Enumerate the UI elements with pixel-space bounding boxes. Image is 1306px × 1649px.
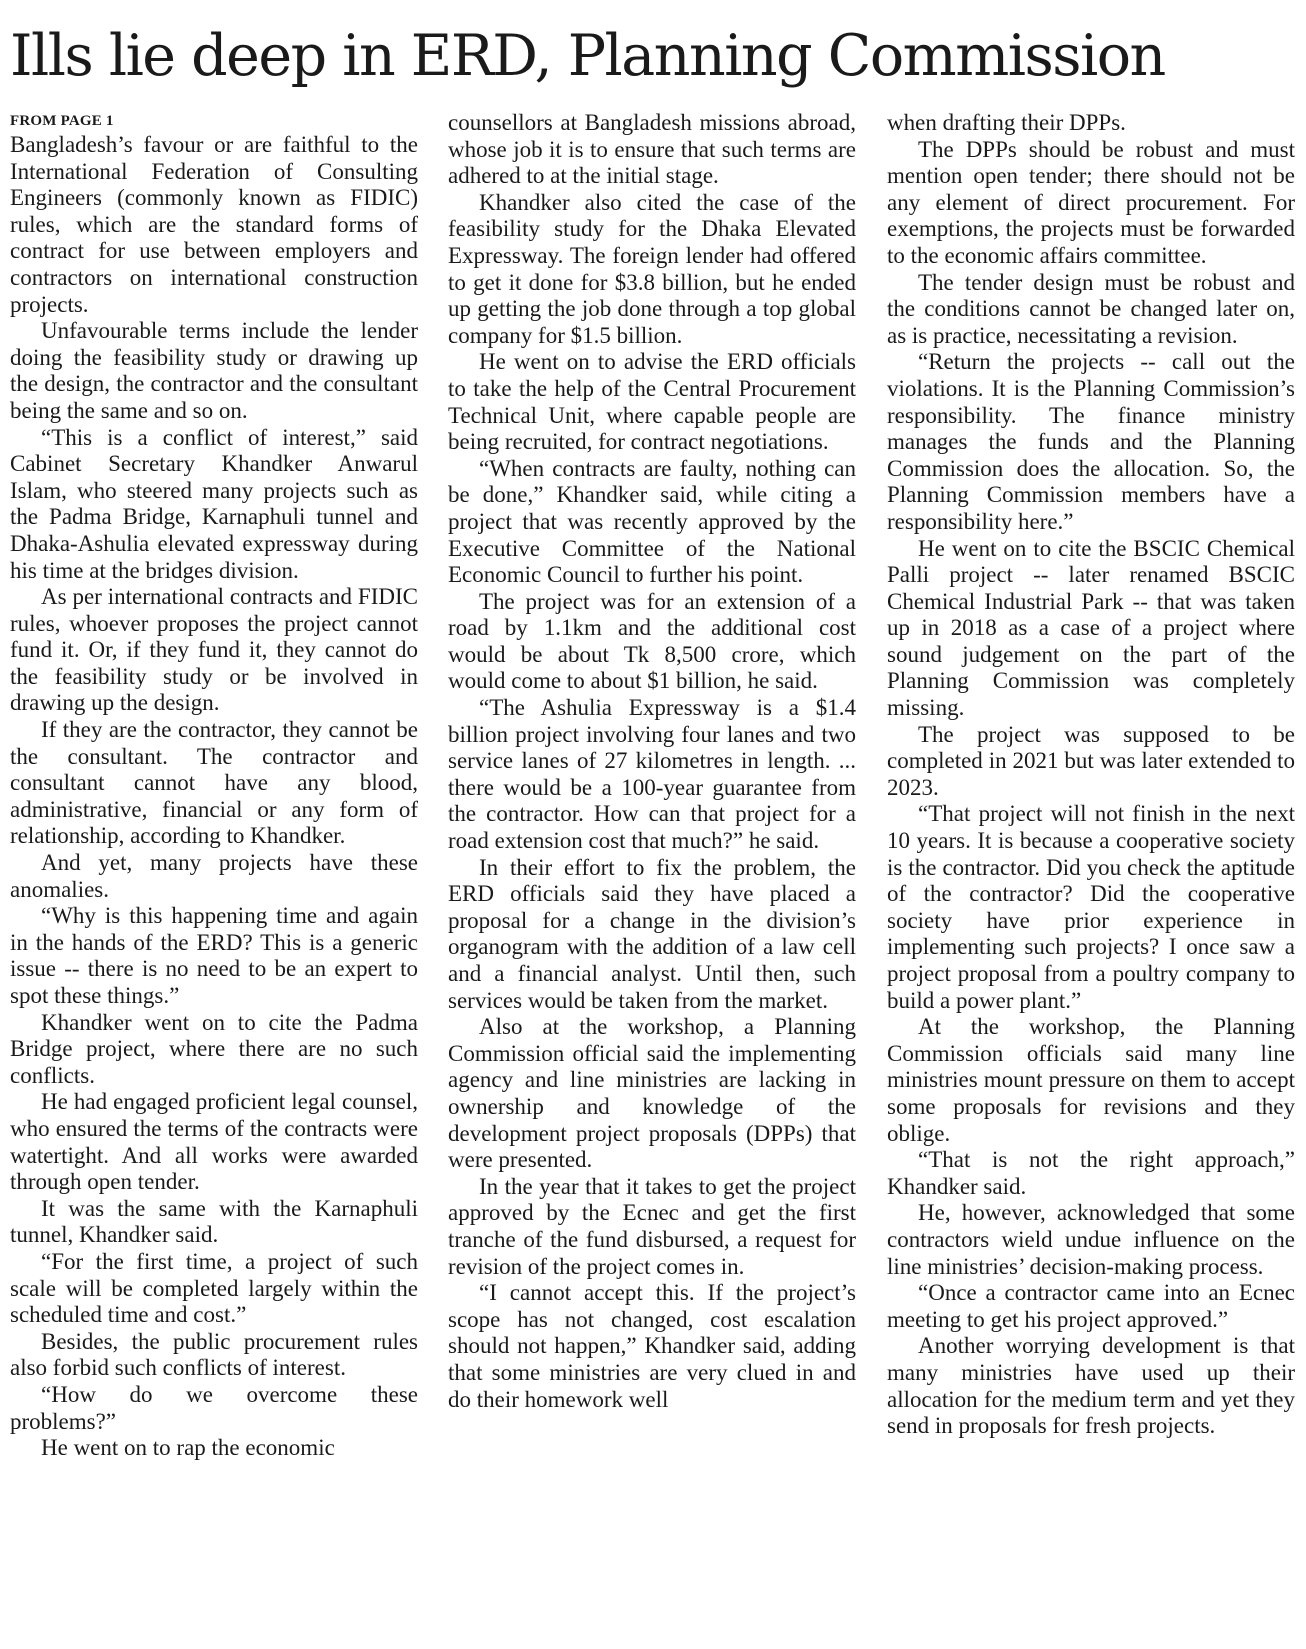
paragraph: “Once a contractor came into an Ecnec meeting to get his project approved.” — [887, 1280, 1295, 1332]
article-column-3 — [887, 110, 1295, 1640]
paragraph: “Why is this happening time and again in the hands of the ERD? This is a generic issue -- there is no need to be an expert to spot these things.” — [10, 903, 418, 1008]
paragraph: “When contracts are faulty, nothing can be done,” Khandker said, while citing a project that was recently approved by the Executive Committee of the National Economic Council to further his point. — [448, 455, 856, 588]
paragraph: The tender design must be robust and the conditions cannot be changed later on, as is practice, necessitating a revision. — [887, 269, 1295, 348]
paragraph: “Return the projects -- call out the violations. It is the Planning Commission’s responsibility. The finance ministry manages the funds and the Planning Commission does the allocation. So, the Planning Commission members have a responsibility here.” — [887, 349, 1295, 534]
paragraph: In their effort to fix the problem, the ERD officials said they have placed a proposal for a change in the division’s organogram with the addition of a law cell and a financial analyst. Until then, such services would be taken from the market. — [448, 854, 856, 1013]
paragraph: “The Ashulia Expressway is a $1.4 billion project involving four lanes and two service lanes of 27 kilometres in length. ... there would be a 100-year guarantee from the contractor. How can that project for a road extension cost that much?” he said. — [448, 695, 856, 854]
paragraph: Bangladesh’s favour or are faithful to the International Federation of Consulting Engineers (commonly known as FIDIC) rules, which are the standard forms of contract for use between employers and contractors on international construction projects. — [10, 132, 418, 317]
article-column-2 — [448, 110, 856, 1640]
paragraph: In the year that it takes to get the project approved by the Ecnec and get the first tranche of the fund disbursed, a request for revision of the project comes in. — [448, 1173, 856, 1279]
paragraph: He went on to rap the economic — [41, 1435, 335, 1461]
paragraph: “That project will not finish in the next 10 years. It is because a cooperative society is the contractor. Did you check the aptitude of the contractor? Did the cooperative society have prior experience in implementing such projects? I once saw a project proposal from a poultry company to build a power plant.” — [887, 801, 1295, 1013]
paragraph: And yet, many projects have these anomalies. — [10, 850, 418, 902]
paragraph: He had engaged proficient legal counsel, who ensured the terms of the contracts were watertight. And all works were awarded through open tender. — [10, 1089, 418, 1195]
paragraph: As per international contracts and FIDIC rules, whoever proposes the project cannot fund it. Or, if they fund it, they cannot do the feasibility study or be involved in drawing up the design. — [10, 584, 418, 716]
paragraph: when drafting their DPPs. — [887, 110, 1126, 135]
paragraph: At the workshop, the Planning Commission officials said many line ministries mount pressure on them to accept some proposals for revisions and they oblige. — [887, 1014, 1295, 1146]
paragraph: It was the same with the Karnaphuli tunnel, Khandker said. — [10, 1195, 418, 1248]
continued-from-label: FROM PAGE 1 — [10, 113, 114, 129]
paragraph: “How do we overcome these problems?” — [10, 1381, 418, 1434]
paragraph: Another worrying development is that many ministries have used up their allocation for the medium term and yet they send in proposals for fresh projects. — [887, 1333, 1295, 1439]
paragraph: “That is not the right approach,” Khandker said. — [887, 1147, 1295, 1199]
paragraph: The project was supposed to be completed in 2021 but was later extended to 2023. — [887, 721, 1295, 800]
paragraph: Khandker also cited the case of the feasibility study for the Dhaka Elevated Expressway. The foreign lender had offered to get it done for $3.8 billion, but he ended up getting the job done through a top global company for $1.5 billion. — [448, 189, 856, 348]
article-column-1 — [10, 110, 418, 1640]
paragraph: Also at the workshop, a Planning Commission official said the implementing agency and line ministries are lacking in ownership and knowledge of the development project proposals (DPPs) that were presented. — [448, 1014, 856, 1173]
paragraph: Unfavourable terms include the lender doing the feasibility study or drawing up the design, the contractor and the consultant being the same and so on. — [10, 318, 418, 423]
paragraph: “I cannot accept this. If the project’s scope has not changed, cost escalation should not happen,” Khandker said, adding that some ministries are very clued in and do their homework well — [448, 1280, 856, 1412]
paragraph: counsellors at Bangladesh missions abroad, whose job it is to ensure that such terms are adhered to at the initial stage. — [448, 110, 856, 189]
headline: Ills lie deep in ERD, Planning Commission — [10, 23, 1165, 89]
paragraph: Besides, the public procurement rules also forbid such conflicts of interest. — [10, 1328, 418, 1381]
paragraph: If they are the contractor, they cannot be the consultant. The contractor and consultant cannot have any blood, administrative, financial or any form of relationship, according to Khandker. — [10, 717, 418, 849]
paragraph: “For the first time, a project of such scale will be completed largely within the scheduled time and cost.” — [10, 1248, 418, 1328]
paragraph: The DPPs should be robust and must mention open tender; there should not be any element of direct procurement. For exemptions, the projects must be forwarded to the economic affairs committee. — [887, 136, 1295, 268]
paragraph: Khandker went on to cite the Padma Bridge project, where there are no such conflicts. — [10, 1009, 418, 1088]
paragraph: He, however, acknowledged that some contractors wield undue influence on the line ministries’ decision-making process. — [887, 1200, 1295, 1279]
paragraph: He went on to advise the ERD officials to take the help of the Central Procurement Technical Unit, where capable people are being recruited, for contract negotiations. — [448, 349, 856, 455]
paragraph: He went on to cite the BSCIC Chemical Palli project -- later renamed BSCIC Chemical Industrial Park -- that was taken up in 2018 as a case of a project where sound judgement on the part of the Planning Commission was completely missing. — [887, 535, 1295, 721]
paragraph: “This is a conflict of interest,” said Cabinet Secretary Khandker Anwarul Islam, who steered many projects such as the Padma Bridge, Karnaphuli tunnel and Dhaka-Ashulia elevated expressway during his time at the bridges division. — [10, 424, 418, 583]
paragraph: The project was for an extension of a road by 1.1km and the additional cost would be about Tk 8,500 crore, which would come to about $1 billion, he said. — [448, 588, 856, 694]
